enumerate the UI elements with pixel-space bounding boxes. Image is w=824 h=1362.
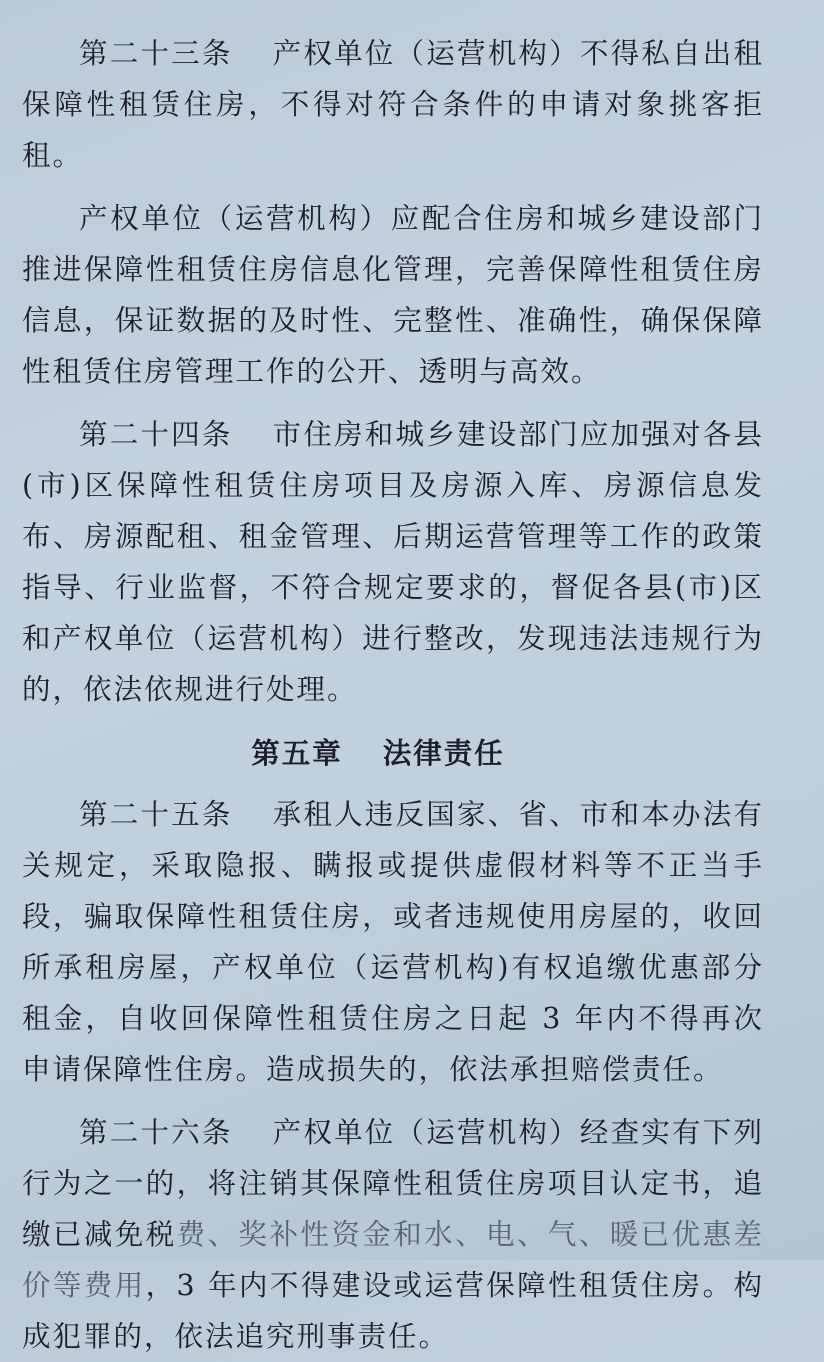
article-text: 产权单位（运营机构）不得私自出租保障性租赁住房，不得对符合条件的申请对象挑客拒租。	[22, 37, 764, 172]
article-text: 产权单位（运营机构）经查实有下列行为之一的，将注销其保障性租赁住房项目认定书，追缴已减免税	[22, 1116, 764, 1251]
article-23-paragraph	[22, 28, 764, 181]
article-text: ，3 年内不得建设或运营保障性租赁住房。构成犯罪的，依法追究刑事责任。	[22, 1269, 764, 1353]
article-number: 第二十六条	[79, 1116, 233, 1149]
article-text: 市住房和城乡建设部门应加强对各县(市)区保障性租赁住房项目及房源入库、房源信息发布、房源配租、租金管理、后期运营管理等工作的政策指导、行业监督，不符合规定要求的，督促各县(市)区和产权单位（运营机构）进行整改，发现违法违规行为的，依法依规进行处理。	[22, 418, 764, 706]
article-23-continued-paragraph	[22, 193, 764, 397]
article-number: 第二十四条	[79, 418, 233, 451]
article-text: 承租人违反国家、省、市和本办法有关规定，采取隐报、瞒报或提供虚假材料等不正当手段，骗取保障性租赁住房，或者违规使用房屋的，收回所承租房屋，产权单位（运营机构)有权追缴优惠部分租金，自收回保障性租赁住房之日起 3 年内不得再次申请保障性住房。造成损失的，依法承担赔偿责任。	[22, 798, 764, 1086]
article-24-paragraph	[22, 409, 764, 715]
article-number: 第二十五条	[79, 798, 233, 831]
article-25-paragraph	[22, 789, 764, 1095]
chapter-heading	[22, 727, 764, 779]
chapter-title: 法律责任	[382, 736, 505, 770]
article-26-paragraph	[22, 1107, 764, 1362]
article-text-faded: 费、奖补性资金和水、电、气、暖已优惠差价等费用	[22, 1218, 764, 1302]
chapter-number: 第五章	[251, 736, 343, 770]
article-number: 第二十三条	[79, 37, 233, 70]
article-text: 产权单位（运营机构）应配合住房和城乡建设部门推进保障性租赁住房信息化管理，完善保障性租赁住房信息，保证数据的及时性、完整性、准确性，确保保障性租赁住房管理工作的公开、透明与高效。	[22, 202, 764, 388]
